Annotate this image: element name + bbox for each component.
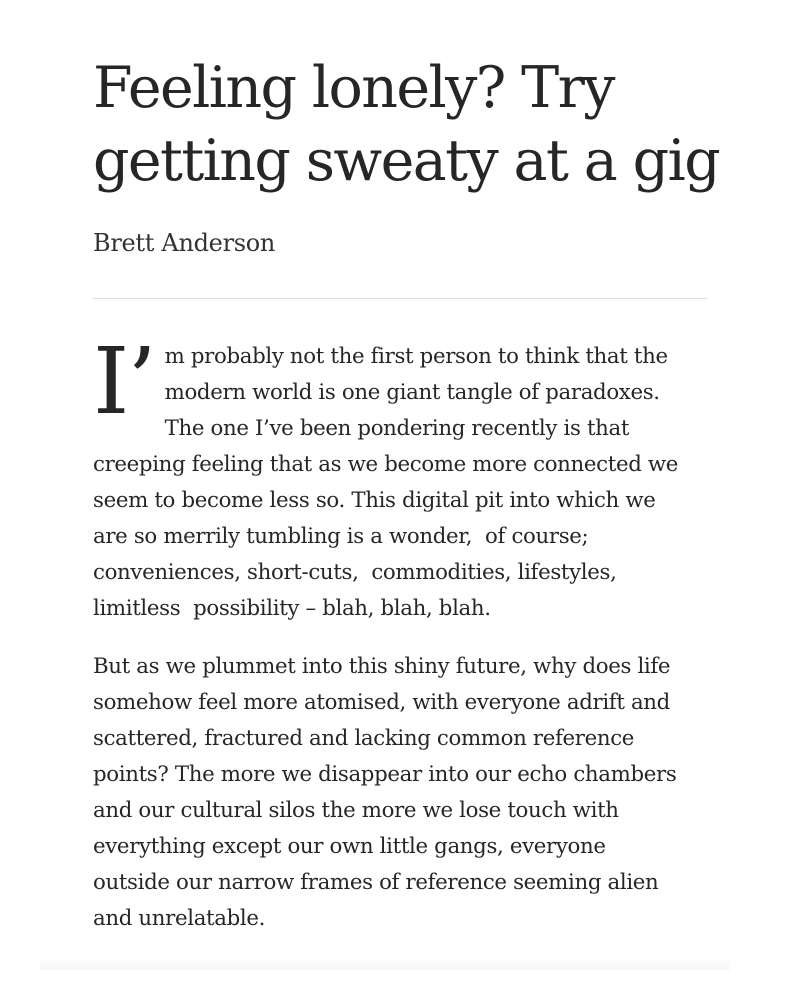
paragraph-2-line: and our cultural silos the more we lose touch with xyxy=(93,798,619,823)
paragraph-1-line: limitless possibility – blah, blah, blah. xyxy=(93,596,491,621)
drop-cap: I’ xyxy=(93,328,155,435)
paragraph-1-line: seem to become less so. This digital pit into which we xyxy=(93,488,656,513)
paragraph-2-line: and unrelatable. xyxy=(93,906,266,931)
headline-line-2: getting sweaty at a gig xyxy=(93,128,720,194)
article-body xyxy=(93,328,708,937)
divider xyxy=(93,298,707,299)
paragraph-2-line: outside our narrow frames of reference seeming alien xyxy=(93,870,659,895)
paragraph-1-line: creeping feeling that as we become more connected we xyxy=(93,452,679,477)
paragraph-1-line: m probably not the first person to think that the xyxy=(164,344,668,369)
paragraph-1-line: The one I’ve been pondering recently is that xyxy=(164,416,630,441)
bottom-fade xyxy=(40,958,730,970)
paragraph-1 xyxy=(93,328,708,627)
paragraph-1-line: are so merrily tumbling is a wonder, of course; xyxy=(93,524,589,549)
paragraph-1-line: modern world is one giant tangle of paradoxes. xyxy=(164,380,660,405)
paragraph-2-line: somehow feel more atomised, with everyone adrift and xyxy=(93,690,670,715)
author-byline[interactable]: Brett Anderson xyxy=(93,229,276,257)
paragraph-2-line: But as we plummet into this shiny future, why does life xyxy=(93,654,671,679)
article-headline xyxy=(93,0,720,198)
paragraph-2-line: scattered, fractured and lacking common reference xyxy=(93,726,635,751)
paragraph-2-line: everything except our own little gangs, everyone xyxy=(93,834,606,859)
paragraph-2 xyxy=(93,649,708,937)
headline-line-1: Feeling lonely? Try xyxy=(93,55,614,121)
paragraph-2-line: points? The more we disappear into our echo chambers xyxy=(93,762,677,787)
paragraph-1-line: conveniences, short-cuts, commodities, lifestyles, xyxy=(93,560,617,585)
